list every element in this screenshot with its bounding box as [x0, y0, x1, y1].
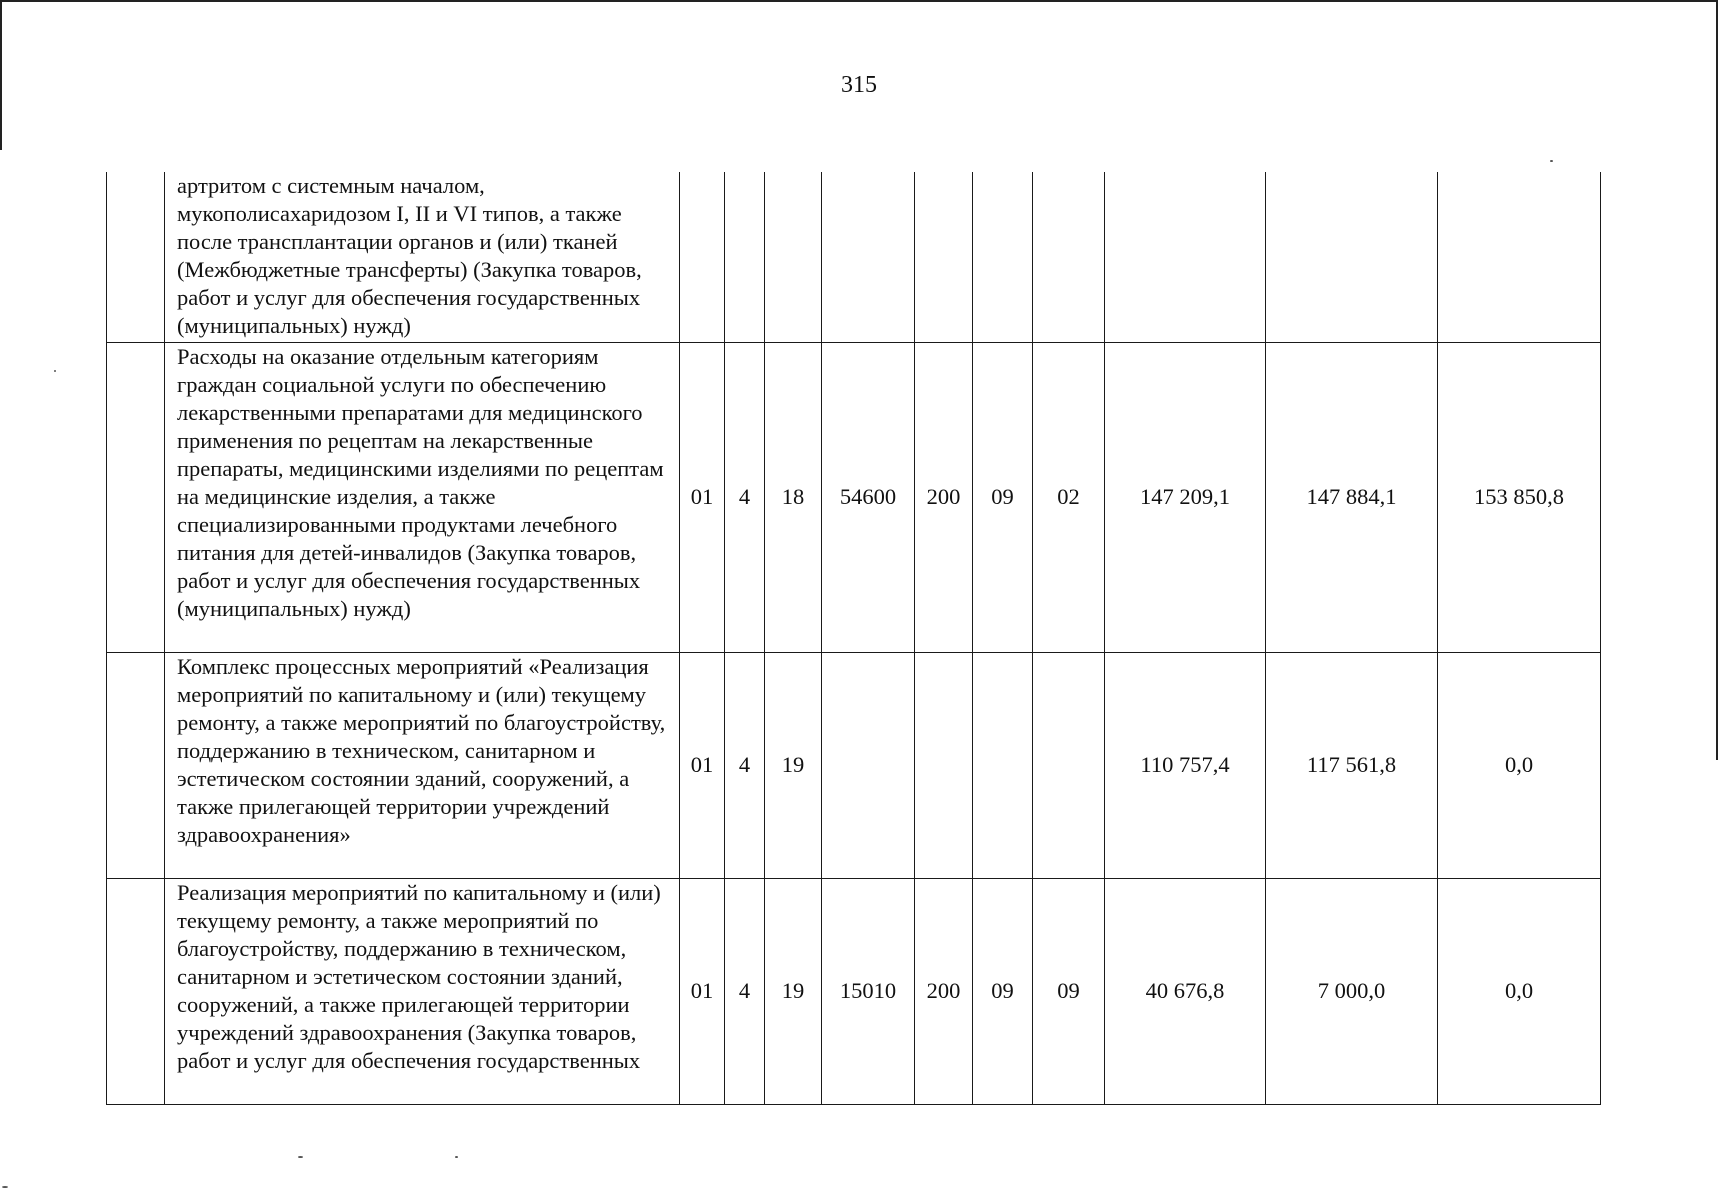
section-cell — [973, 172, 1033, 342]
expense-type-cell — [915, 652, 973, 878]
amount-year3-cell: 0,0 — [1438, 652, 1601, 878]
amount-year2-cell: 147 884,1 — [1266, 342, 1438, 652]
amount-year2-cell: 7 000,0 — [1266, 878, 1438, 1104]
direction-code-cell — [822, 652, 915, 878]
program-code-cell: 01 — [680, 342, 725, 652]
section-cell: 09 — [973, 878, 1033, 1104]
direction-code-cell: 54600 — [822, 342, 915, 652]
amount-year3-cell: 0,0 — [1438, 878, 1601, 1104]
subprogram-code-cell — [765, 172, 822, 342]
blank-cell — [107, 652, 165, 878]
blank-cell — [107, 878, 165, 1104]
program-code-cell — [680, 172, 725, 342]
type-code-cell — [725, 172, 765, 342]
amount-year3-cell: 153 850,8 — [1438, 342, 1601, 652]
scan-speck — [455, 1156, 458, 1158]
subprogram-code-cell: 19 — [765, 652, 822, 878]
scan-speck — [1550, 160, 1553, 162]
page-number: 315 — [841, 72, 877, 98]
direction-code-cell — [822, 172, 915, 342]
type-code-cell: 4 — [725, 652, 765, 878]
section-cell — [973, 652, 1033, 878]
type-code-cell: 4 — [725, 878, 765, 1104]
blank-cell — [107, 172, 165, 342]
table-row — [107, 172, 1601, 342]
amount-year2-cell — [1266, 172, 1438, 342]
table-row — [107, 878, 1601, 1104]
amount-year1-cell: 40 676,8 — [1105, 878, 1266, 1104]
table-row — [107, 652, 1601, 878]
scan-speck — [298, 1156, 303, 1158]
subprogram-code-cell: 19 — [765, 878, 822, 1104]
expense-type-cell: 200 — [915, 342, 973, 652]
subsection-cell: 02 — [1033, 342, 1105, 652]
row-description: артритом с системным началом, мукополисахаридозом I, II и VI типов, а также после трансплантации органов и (или) тканей (Межбюджетные трансферты) (Закупка товаров, работ и услуг для обеспечения государственных (муниципальных) нужд) — [165, 172, 680, 342]
row-description: Расходы на оказание отдельным категориям граждан социальной услуги по обеспечению лекарственными препаратами для медицинского применения по рецептам на лекарственные препараты, медицинскими изделиями по рецептам на медицинские изделия, а также специализированными продуктами лечебного питания для детей-инвалидов (Закупка товаров, работ и услуг для обеспечения государственных (муниципальных) нужд) — [165, 342, 680, 652]
subsection-cell — [1033, 652, 1105, 878]
scan-speck — [54, 370, 56, 372]
program-code-cell: 01 — [680, 652, 725, 878]
subsection-cell: 09 — [1033, 878, 1105, 1104]
type-code-cell: 4 — [725, 342, 765, 652]
subsection-cell — [1033, 172, 1105, 342]
blank-cell — [107, 342, 165, 652]
expense-type-cell: 200 — [915, 878, 973, 1104]
scan-edge-top — [0, 0, 1718, 2]
section-cell: 09 — [973, 342, 1033, 652]
expense-type-cell — [915, 172, 973, 342]
table-row — [107, 342, 1601, 652]
amount-year2-cell: 117 561,8 — [1266, 652, 1438, 878]
subprogram-code-cell: 18 — [765, 342, 822, 652]
scan-speck — [2, 1186, 8, 1188]
program-code-cell: 01 — [680, 878, 725, 1104]
amount-year3-cell — [1438, 172, 1601, 342]
row-description: Реализация мероприятий по капитальному и (или) текущему ремонту, а также мероприятий по благоустройству, поддержанию в техническом, санитарном и эстетическом состоянии зданий, сооружений, а также прилегающей территории учреждений здравоохранения (Закупка товаров, работ и услуг для обеспечения государственных — [165, 878, 680, 1104]
amount-year1-cell: 110 757,4 — [1105, 652, 1266, 878]
amount-year1-cell — [1105, 172, 1266, 342]
direction-code-cell: 15010 — [822, 878, 915, 1104]
budget-table — [106, 172, 1601, 1105]
amount-year1-cell: 147 209,1 — [1105, 342, 1266, 652]
row-description: Комплекс процессных мероприятий «Реализация мероприятий по капитальному и (или) текущему ремонту, а также мероприятий по благоустройству, поддержанию в техническом, санитарном и эстетическом состоянии зданий, сооружений, а также прилегающей территории учреждений здравоохранения» — [165, 652, 680, 878]
